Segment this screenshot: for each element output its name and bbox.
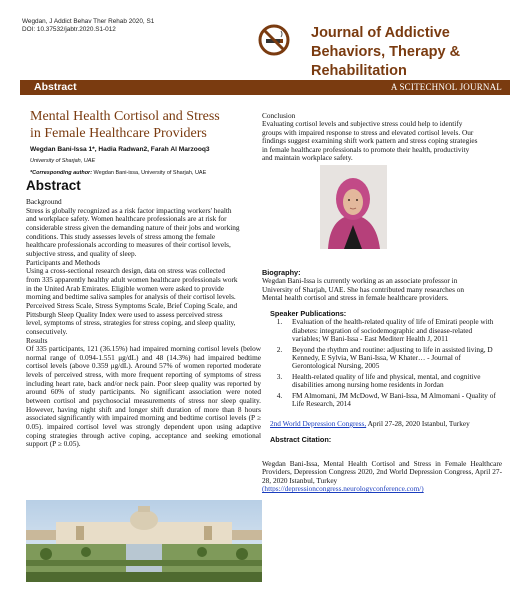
paper-title-line: Mental Health Cortisol and Stress bbox=[30, 109, 220, 124]
abstract-banner bbox=[20, 80, 510, 95]
paper-title bbox=[30, 108, 260, 142]
affiliation: University of Sharjah, UAE bbox=[30, 158, 96, 164]
corresponding-label: *Corresponding author: bbox=[30, 170, 93, 176]
section-label-methods: Participants and Methods bbox=[26, 257, 101, 267]
publication-item: 4. FM Almomani, JM McDowd, W Bani-Issa, M Almomani - Quality of Life Research, 2014 bbox=[284, 392, 502, 409]
conference-link[interactable]: 2nd World Depression Congress, bbox=[270, 419, 367, 428]
text-line: in the United Arab Emirates. Eligible women were asked to provide bbox=[26, 283, 224, 293]
text-line: consecutively. bbox=[26, 326, 68, 336]
text-line: and maintain workplace safety. bbox=[262, 153, 353, 163]
conclusion-section bbox=[262, 112, 505, 162]
results-text: Of 335 participants, 121 (36.15%) had impaired morning cortisol levels (below normal range of 0.094-1.551 μg/dL) and 48 (14.3%) had impaired bedtime cortisol levels (above 0.359 μg/dL). Around 57% of women reported moderate levels of perceived stress, with more frequent reporting of symptoms of stress including heart rate, back and/or neck pain. Poor sleep quality was reported by around 60% of study participants. No significant association were noted between cortisol and psychosocial measurements of stress nor sleep quality. However, having night shift and longer shift duration of more than 8 hours associated significantly with impaired morning and bedtime cortisol levels (P ≥ 0.05). impaired cortisol level was strongly dependent upon using adaptive coping strategies through active coping, acceptance and seeking emotional support (P ≥ 0.05). bbox=[26, 344, 261, 449]
section-label-citation: Abstract Citation: bbox=[270, 435, 332, 444]
conference-date-location: April 27-28, 2020 Istanbul, Turkey bbox=[366, 419, 470, 428]
text-line: in female healthcare professionals to promote their health, productivity bbox=[262, 144, 470, 154]
biography-section bbox=[262, 269, 505, 303]
text-line: Mental health cortisol and stress in female healthcare providers. bbox=[262, 293, 449, 303]
text-line: findings suggest examining shift work pattern and stress coping strategies bbox=[262, 136, 478, 146]
section-label-results: Results bbox=[26, 335, 48, 345]
doi-line: DOI: 10.37532/jabtr.2020.S1-012 bbox=[22, 26, 116, 33]
journal-title-line: Rehabilitation bbox=[311, 63, 407, 79]
publisher-name: A SCITECHNOL JOURNAL bbox=[390, 82, 502, 92]
text-line: conditions. This study assesses levels of stress among the female bbox=[26, 231, 216, 241]
authors: Wegdan Bani-Issa 1*, Hadia Radwan2, Farah Al Marzooq3 bbox=[30, 146, 210, 153]
text-line: considerable stress given the demanding nature of their jobs and working bbox=[26, 222, 240, 232]
corresponding-author bbox=[30, 170, 206, 176]
text-line: morning and bedtime saliva samples for analysis of their cortisol levels. bbox=[26, 292, 236, 302]
abstract-body bbox=[26, 198, 261, 449]
publication-item: 3. Health-related quality of life and physical, mental, and cognitive disabilities among nursing home residents in Jordan bbox=[284, 373, 502, 390]
text-line: Pittsburgh Sleep Quality Index were used to assess perceived stress bbox=[26, 309, 223, 319]
publication-item: 1. Evaluation of the health-related quality of life of Emirati people with diabetes: integration of sociodemographic and disease-related variables; W Bani-Issa - East Mediterr Health J, 2011 bbox=[284, 318, 502, 343]
journal-citation-header bbox=[22, 18, 154, 34]
citation-text: Wegdan Bani-Issa, Mental Health Cortisol and Stress in Female Healthcare Providers, Depression Congress 2020, 2nd World Depression Congress, April 27-28, 2020 Istanbul, Turkey bbox=[262, 459, 502, 485]
text-line: Wegdan Bani-Issa is currently working as an associate professor in bbox=[262, 276, 458, 286]
speaker-publications-section bbox=[270, 310, 502, 410]
section-label-biography: Biography: bbox=[262, 268, 301, 277]
conference-line bbox=[270, 420, 513, 428]
journal-title-line: Journal of Addictive bbox=[311, 25, 450, 41]
abstract-citation-body bbox=[262, 460, 502, 494]
text-line: Stress is globally recognized as a risk factor impacting workers' health bbox=[26, 205, 232, 215]
text-line: level, symptoms of stress, strategies for stress coping, and sleep quality, bbox=[26, 318, 236, 328]
section-label-background: Background bbox=[26, 197, 62, 206]
text-line: healthcare professionals according to measures of their cortisol levels, bbox=[26, 240, 231, 250]
citation-line: Wegdan, J Addict Behav Ther Rehab 2020, S1 bbox=[22, 18, 155, 25]
text-line: University of Sharjah, UAE. She has contributed many researches on bbox=[262, 284, 465, 294]
text-line: groups with impaired response to stress and elevated cortisol levels. Our bbox=[262, 127, 474, 137]
publication-list bbox=[270, 318, 502, 408]
text-line: Perceived Stress Scale, Stress Symptoms Scale, Brief Coping Scale, and bbox=[26, 300, 238, 310]
abstract-heading: Abstract bbox=[26, 178, 81, 193]
paper-title-line: in Female Healthcare Providers bbox=[30, 126, 207, 141]
abstract-citation-label bbox=[270, 436, 513, 444]
publication-item: 2. Beyond the rhythm and routine: adjusting to life in assisted living, D Kennedy, E Sylvia, W Bani-Issa, W Khater… - Journal of Gerontological Nursing, 2005 bbox=[284, 346, 502, 371]
text-line: Evaluating cortisol levels and subjective stress could help to identify bbox=[262, 119, 463, 129]
journal-title bbox=[311, 24, 521, 81]
section-label-conclusion: Conclusion bbox=[262, 111, 296, 120]
section-label-publications: Speaker Publications: bbox=[270, 309, 347, 318]
banner-label: Abstract bbox=[34, 81, 77, 93]
text-line: and workplace safety. Women healthcare professionals are at risk for bbox=[26, 214, 227, 224]
citation-url-link[interactable]: (https://depressioncongress.neurologyconference.com/) bbox=[262, 484, 424, 494]
journal-title-line: Behaviors, Therapy & bbox=[311, 44, 461, 60]
text-line: from 335 apparently healthy adult women healthcare professionals work bbox=[26, 274, 238, 284]
corresponding-text: Wegdan Bani-issa, University of Sharjah, UAE bbox=[92, 170, 207, 176]
text-line: subjective stress, and quality of sleep. bbox=[26, 248, 137, 258]
no-smoking-sign-icon bbox=[258, 24, 290, 56]
text-line: Using a cross-sectional research design, data on stress was collected bbox=[26, 266, 225, 276]
campus-photo bbox=[26, 500, 262, 582]
author-portrait bbox=[320, 165, 387, 249]
